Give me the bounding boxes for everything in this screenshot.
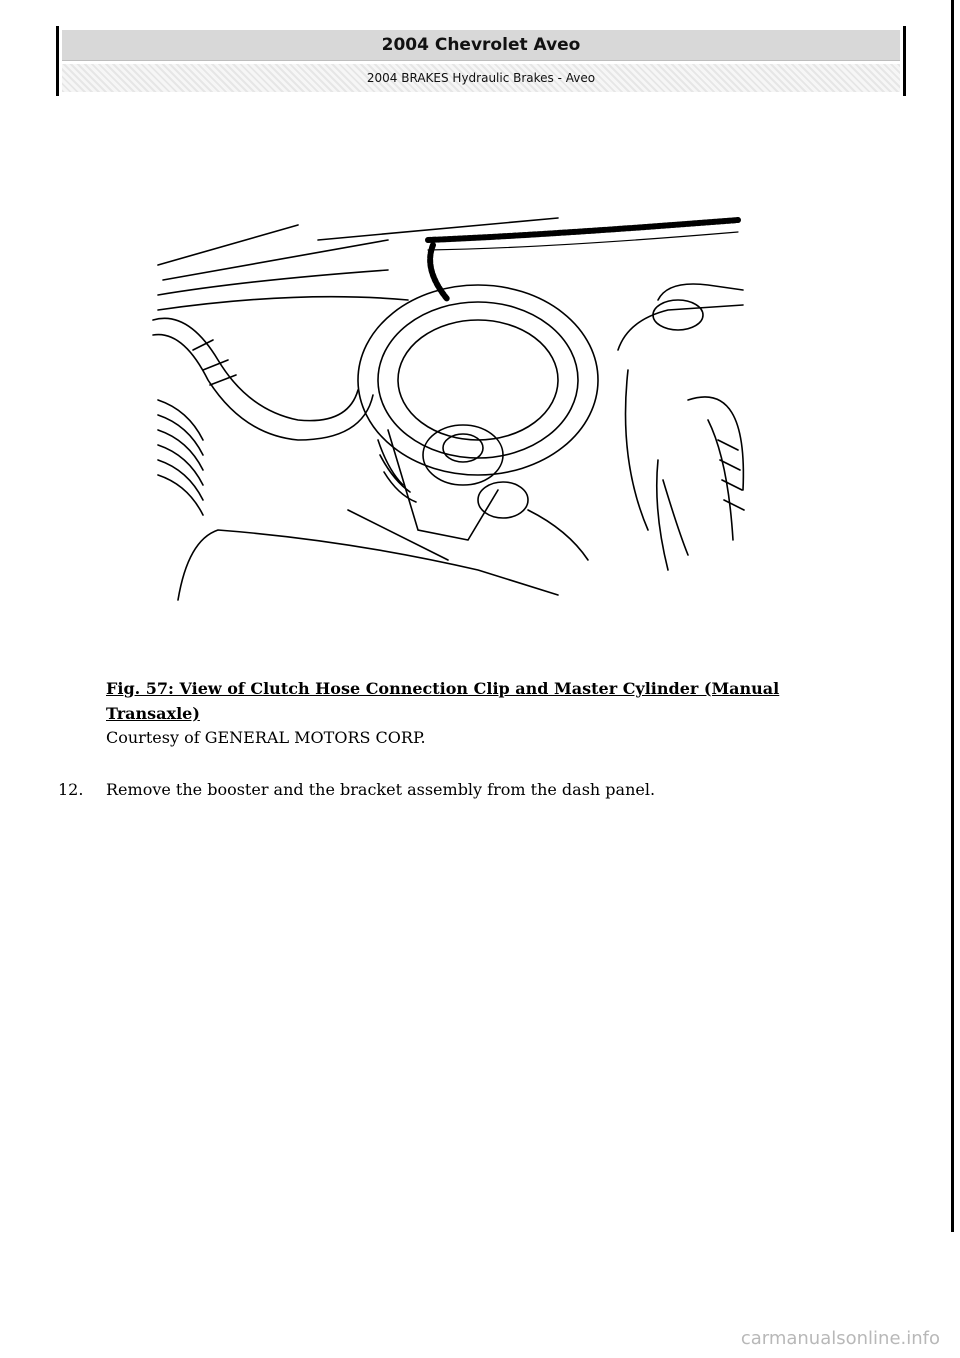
figure-caption [106,676,846,726]
page-border [951,0,954,1232]
figure-caption-title: Fig. 57: View of Clutch Hose Connection Clip and Master Cylinder (Manual Transaxle) [106,679,780,723]
step-text: Remove the booster and the bracket assembly from the dash panel. [106,780,656,799]
watermark: carmanualsonline.info [740,1328,940,1349]
document-title: 2004 Chevrolet Aveo [62,30,900,61]
document-subtitle: 2004 BRAKES Hydraulic Brakes - Aveo [62,64,900,92]
step-number: 12. [58,780,84,799]
brake-booster-illustration [148,210,748,610]
document-header [56,26,906,96]
procedure-step [58,780,898,799]
figure-courtesy: Courtesy of GENERAL MOTORS CORP. [106,728,426,747]
